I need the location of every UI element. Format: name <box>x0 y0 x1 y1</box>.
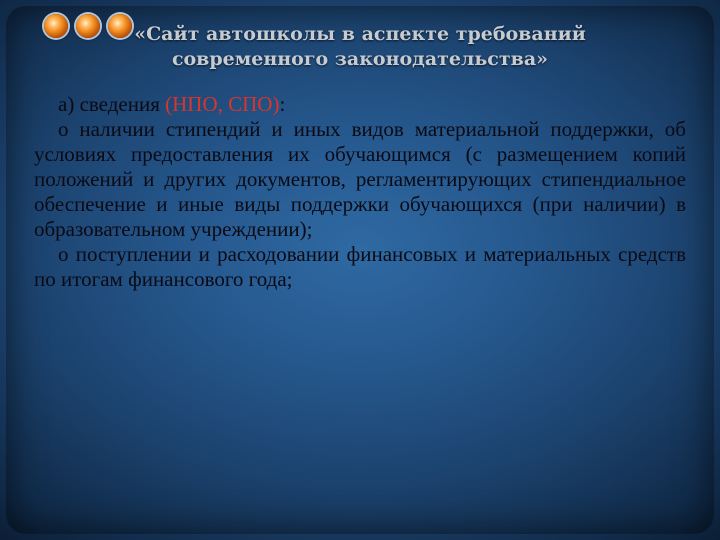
intro-prefix: а) сведения <box>58 92 166 116</box>
intro-highlight: (НПО, СПО) <box>165 92 280 116</box>
intro-line <box>34 92 686 117</box>
paragraph-scholarships: о наличии стипендий и иных видов материальной поддержки, об условиях предоставления их обучающимся (с размещением копий положений и других документов, регламентирующих стипендиальное обеспечение и иные виды поддержки обучающихся (при наличии) в образовательном учреждении); <box>34 117 686 241</box>
slide-title: «Сайт автошколы в аспекте требований современного законодательства» <box>134 23 586 70</box>
slide-body <box>34 92 686 292</box>
intro-suffix: : <box>279 92 286 116</box>
paragraph-finances: о поступлении и расходовании финансовых и материальных средств по итогам финансового года; <box>34 242 686 291</box>
